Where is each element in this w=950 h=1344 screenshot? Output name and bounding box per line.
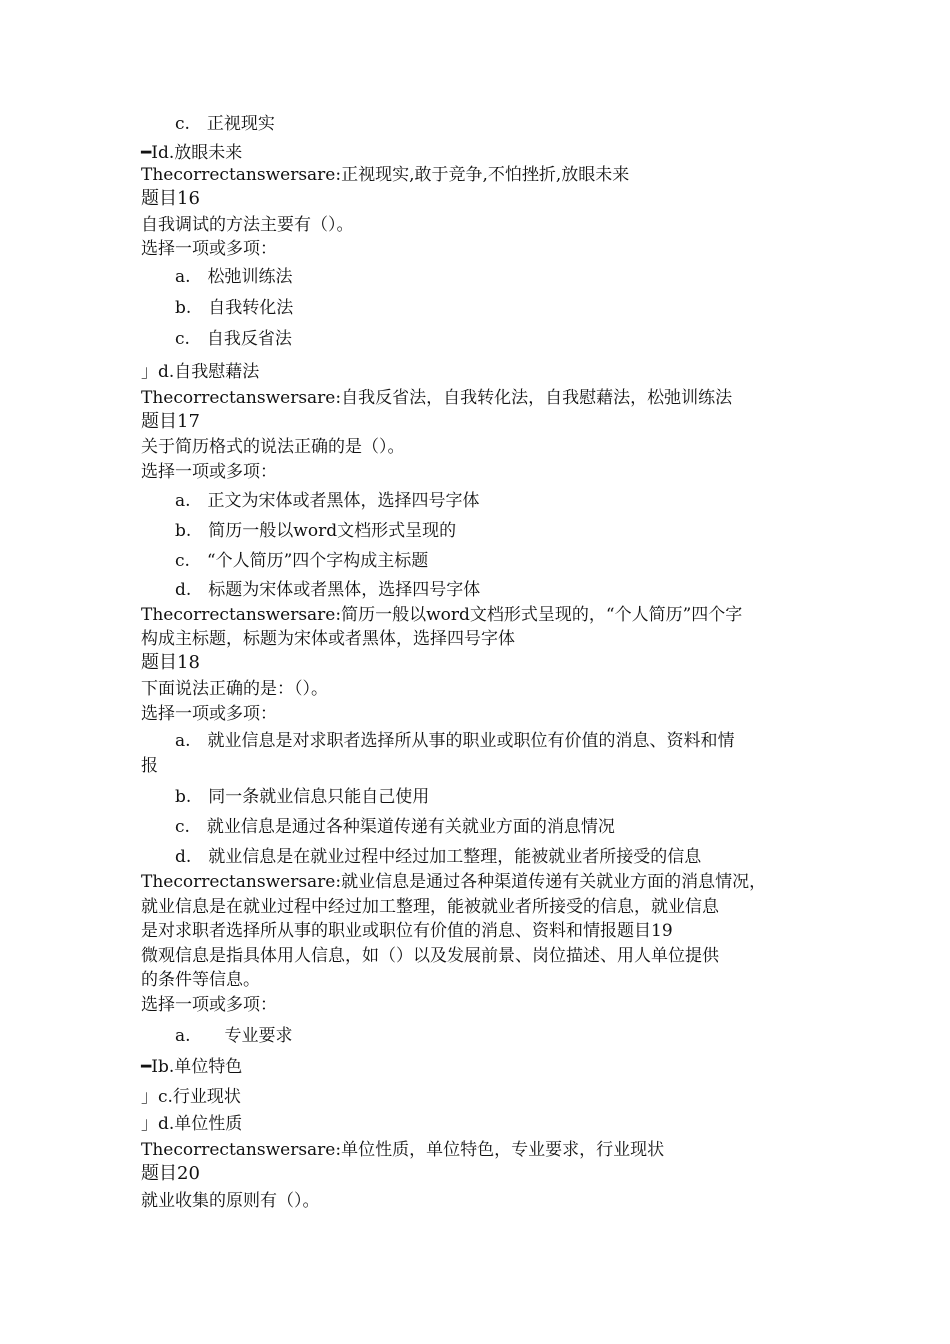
instruction-line: 选择一项或多项：: [141, 239, 277, 259]
answer-line: 构成主标题，标题为宋体或者黑体，选择四号字体: [141, 629, 515, 649]
answer-line: Thecorrectanswersare:简历一般以word文档形式呈现的，“个人简历”四个字: [141, 605, 743, 625]
option-line: c. “个人简历”四个字构成主标题: [175, 551, 429, 571]
answer-line: 就业信息是在就业过程中经过加工整理，能被就业者所接受的信息，就业信息: [141, 897, 719, 917]
marked-option-line: 」d.自我慰藉法: [141, 362, 260, 382]
marked-option-line: ━Ⅰb.单位特色: [141, 1057, 243, 1077]
instruction-line: 选择一项或多项：: [141, 995, 277, 1015]
option-line: c. 自我反省法: [175, 329, 292, 349]
option-line: b. 简历一般以word文档形式呈现的: [175, 521, 457, 541]
option-line: b. 自我转化法: [175, 298, 294, 318]
marked-option-line: 」d.单位性质: [141, 1114, 243, 1134]
instruction-line: 选择一项或多项：: [141, 704, 277, 724]
question-title: 题目17: [141, 411, 200, 432]
question-text: 关于简历格式的说法正确的是（）。: [141, 437, 405, 457]
answer-line: Thecorrectanswersare:就业信息是通过各种渠道传递有关就业方面的消息情况，: [141, 872, 767, 892]
option-line: a. 正文为宋体或者黑体，选择四号字体: [175, 491, 480, 511]
option-line: c. 就业信息是通过各种渠道传递有关就业方面的消息情况: [175, 817, 615, 837]
option-line: c. 正视现实: [175, 114, 275, 134]
answer-line: Thecorrectanswersare:正视现实,敢于竞争,不怕挫折,放眼未来: [141, 165, 630, 185]
option-line: d. 就业信息是在就业过程中经过加工整理，能被就业者所接受的信息: [175, 847, 702, 867]
question-text: 自我调试的方法主要有（）。: [141, 215, 354, 235]
answer-line: 是对求职者选择所从事的职业或职位有价值的消息、资料和情报题目19: [141, 921, 673, 941]
question-title: 题目20: [141, 1163, 200, 1184]
marked-option-line: 」c.行业现状: [141, 1087, 241, 1107]
question-title: 题目18: [141, 652, 200, 673]
question-text: 的条件等信息。: [141, 970, 260, 990]
answer-line: Thecorrectanswersare:自我反省法，自我转化法，自我慰藉法，松弛训练法: [141, 388, 733, 408]
question-text: 就业收集的原则有（）。: [141, 1191, 320, 1211]
instruction-line: 选择一项或多项：: [141, 462, 277, 482]
question-text: 下面说法正确的是：（）。: [141, 679, 328, 699]
option-line: b. 同一条就业信息只能自己使用: [175, 787, 430, 807]
option-line: a. 专业要求: [175, 1026, 293, 1046]
question-text: 微观信息是指具体用人信息，如（）以及发展前景、岗位描述、用人单位提供: [141, 946, 719, 966]
option-continuation: 报: [141, 756, 158, 776]
option-line: a. 就业信息是对求职者选择所从事的职业或职位有价值的消息、资料和情: [175, 731, 735, 751]
answer-line: Thecorrectanswersare:单位性质，单位特色，专业要求，行业现状: [141, 1140, 665, 1160]
question-title: 题目16: [141, 188, 200, 209]
option-line: a. 松弛训练法: [175, 267, 293, 287]
marked-option-line: ━Ⅰd.放眼未来: [141, 143, 243, 163]
option-line: d. 标题为宋体或者黑体，选择四号字体: [175, 580, 481, 600]
